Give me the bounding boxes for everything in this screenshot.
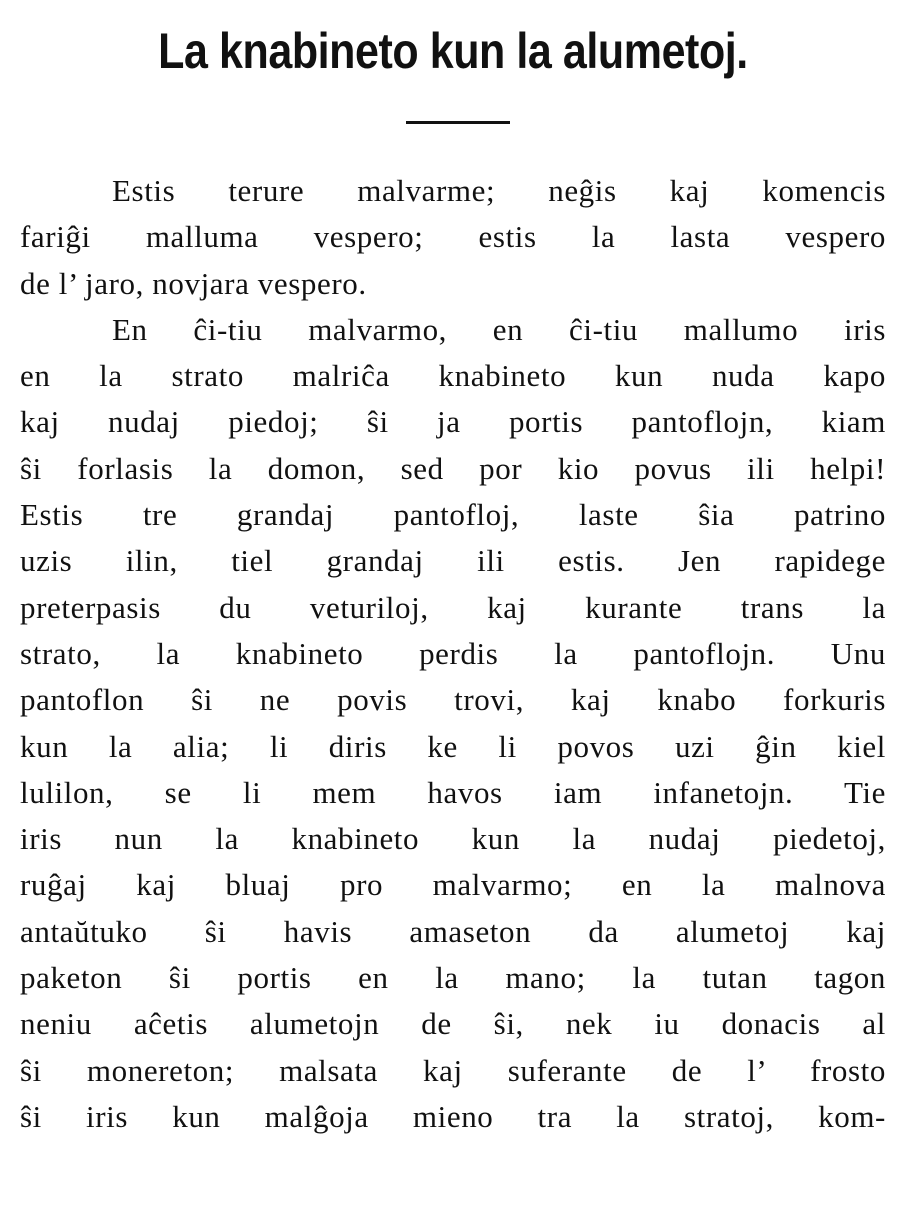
story-text [20,168,886,1140]
text-line: kaj nudaj piedoj; ŝi ja portis pantoflojn, kiam [20,404,886,440]
text-line: preterpasis du veturiloj, kaj kurante trans la [20,589,886,625]
text-line: paketon ŝi portis en la mano; la tutan tagon [20,960,886,996]
text-line: strato, la knabineto perdis la pantoflojn. Unu [20,635,886,671]
text-line: ŝi forlasis la domon, sed por kio povus ili helpi! [20,450,886,486]
text-line: ruĝaj kaj bluaj pro malvarmo; en la malnova [20,867,886,903]
text-line: Estis terure malvarme; neĝis kaj komencis [112,173,886,208]
text-line: kun la alia; li diris ke li povos uzi ĝin kiel [20,728,886,764]
text-line: neniu aĉetis alumetojn de ŝi, nek iu donacis al [20,1006,886,1042]
text-line: de l’ jaro, novjara vespero. [20,265,367,301]
text-line: ŝi iris kun malĝoja mieno tra la stratoj, kom- [20,1098,886,1134]
text-line: antaŭtuko ŝi havis amaseton da alumetoj kaj [20,913,886,949]
text-line: Estis tre grandaj pantofloj, laste ŝia patrino [20,497,886,533]
text-line: lulilon, se li mem havos iam infanetojn. Tie [20,774,886,810]
text-line: en la strato malriĉa knabineto kun nuda kapo [20,358,886,394]
page-title: La knabineto kun la alumetoj. [158,23,748,79]
text-line: ŝi monereton; malsata kaj suferante de l’ frosto [20,1052,886,1088]
text-line: fariĝi malluma vespero; estis la lasta vespero [20,219,886,255]
text-line: iris nun la knabineto kun la nudaj piedetoj, [20,821,886,857]
title-divider [406,121,510,124]
text-line: pantoflon ŝi ne povis trovi, kaj knabo forkuris [20,682,886,718]
text-line: uzis ilin, tiel grandaj ili estis. Jen rapidege [20,543,886,579]
text-line: En ĉi-tiu malvarmo, en ĉi-tiu mallumo iris [112,311,886,347]
